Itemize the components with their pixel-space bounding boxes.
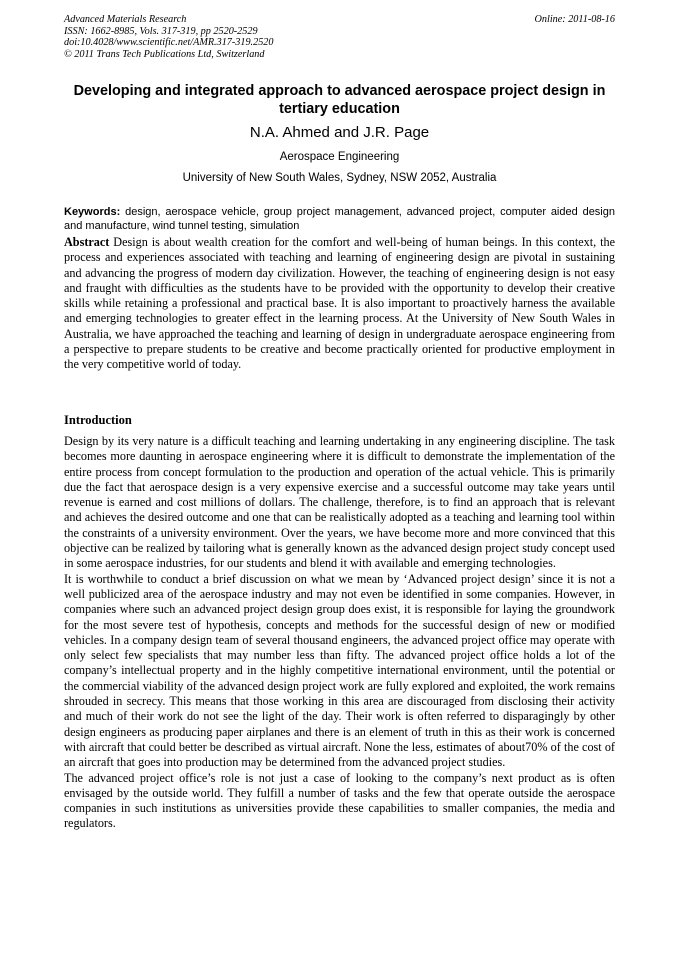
paper-authors: N.A. Ahmed and J.R. Page — [249, 124, 430, 141]
online-date: Online: 2011-08-16 — [534, 14, 615, 25]
paper-title: Developing and integrated approach to advanced aerospace project design in tertiary education — [73, 83, 606, 117]
journal-copyright: © 2011 Trans Tech Publications Ltd, Switzerland — [64, 48, 265, 60]
intro-paragraph: It is worthwhile to conduct a brief discussion on what we mean by ‘Advanced project design’ since it is not a well publicized area of the aerospace industry and may not even be identified in some companies. However, in companies where such an advanced project design group does exist, it is responsible for laying the groundwork for the most severe test of hypothesis, concepts and methods for the successful design of new or modified vehicles. In a company design team of several thousand engineers, the advanced project office may operate with only select few specialists that may number less than fifty. The advanced project office holds a lot of the company’s intellectual property and in the highly competitive international environment, until the potential or the commercial viability of the advanced design project work are fully explored and exploited, the work remains shrouded in secrecy. This means that those working in this area are discouraged from disclosing their activity and much of their work do not see the light of the day. Their work is often referred to disparagingly by other design engineers as producing paper airplanes and there is an element of truth in this as their work is concerned with aircraft that could better be described as virtual aircraft. None the less, estimates of about70% of the cost of an aircraft that goes into production may be determined from the advanced project studies. — [64, 571, 615, 770]
intro-paragraph: The advanced project office’s role is not just a case of looking to the company’s next product as is often envisaged by the outside world. They fulfill a number of tasks and the few that operate outside the aerospace companies in such institutions as universities provide these capabilities to smaller companies, the media and regulators. — [64, 770, 615, 831]
keywords-label: Keywords: — [64, 206, 121, 218]
abstract-block — [64, 235, 615, 373]
affiliation-department: Aerospace Engineering — [279, 151, 400, 163]
journal-name: Advanced Materials Research — [64, 14, 187, 25]
section-heading-introduction: Introduction — [64, 413, 132, 427]
journal-header — [64, 14, 615, 60]
keywords-text: design, aerospace vehicle, group project management, advanced project, computer aided design and manufacture, wind tunnel testing, simulation — [64, 206, 615, 232]
abstract-label: Abstract — [64, 235, 110, 249]
affiliation-university: University of New South Wales, Sydney, NSW 2052, Australia — [182, 172, 497, 184]
keywords-block — [64, 206, 615, 233]
journal-doi: doi:10.4028/www.scientific.net/AMR.317-319.2520 — [64, 37, 274, 48]
intro-paragraph: Design by its very nature is a difficult teaching and learning undertaking in any engineering discipline. The task becomes more daunting in aerospace engineering where it is difficult to demonstrate the implementation of the entire process from concept formulation to the production and operation of the actual vehicle. This is primarily due the fact that aerospace design is a very expensive exercise and a successful outcome may take years until revenue is earned and cost millions of dollars. The challenge, therefore, is to find an approach that is relevant and achieves the desired outcome and one that can be realistically adopted as a teaching and learning tool within the constraints of a university environment. Over the years, we have become more and more convinced that this objective can be realized by tailoring what is generally known as the advanced design project study concept used in some aerospace industries, for our students and blend it with available and emerging technologies. — [64, 434, 615, 571]
introduction-body — [64, 434, 615, 832]
abstract-text: Design is about wealth creation for the comfort and well-being of human beings. In this context, the process and experiences associated with teaching and learning of engineering design are pivotal in sustaining and advancing the progress of modern day civilization. However, the teaching of engineering design is not easy and fraught with difficulties as the students have to be provided with the opportunity to develop their creative skills while retaining a professional and practical base. It is also important to proactively harness the available and emerging technologies to greater effect in the learning process. At the University of New South Wales in Australia, we have approached the teaching and learning of design in undergraduate aerospace engineering from a perspective to prepare students to be creative and become practically oriented for productive employment in the very competitive world of today. — [64, 235, 615, 372]
journal-issn: ISSN: 1662-8985, Vols. 317-319, pp 2520-2529 — [64, 25, 258, 37]
